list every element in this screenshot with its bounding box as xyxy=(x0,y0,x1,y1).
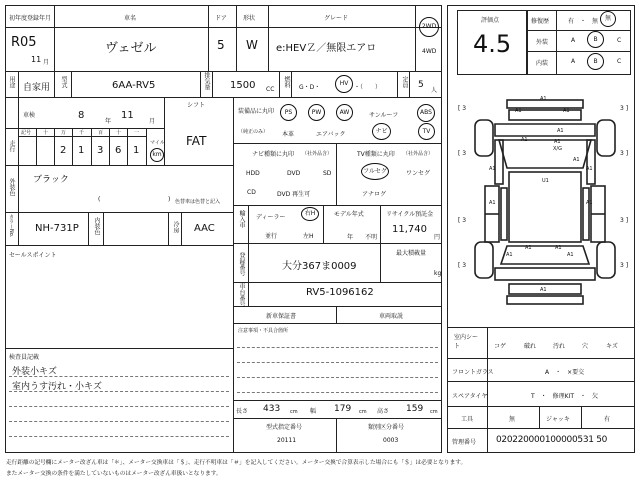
model-label: 型式 xyxy=(60,76,67,88)
mileage-digit-100: 3 xyxy=(97,145,104,156)
equipment-label: 装備品に丸印 xyxy=(238,108,275,115)
tools-value: 無 xyxy=(509,416,516,423)
sheet-dirt: 汚れ xyxy=(553,343,566,350)
diagram-side-right: 3 ] xyxy=(620,105,629,112)
diagram-mark: A1 xyxy=(573,157,580,163)
mileage-col-1k: 千 xyxy=(79,130,85,136)
mileage-digit-1: 1 xyxy=(133,145,140,156)
grade-label: グレード xyxy=(324,15,349,22)
equip-navi-circled: ナビ xyxy=(372,123,391,140)
diagram-mark: A1 xyxy=(563,108,570,114)
exterior-paren-close: ) xyxy=(168,196,171,203)
car-name-value: ヴェゼル xyxy=(105,41,157,56)
import-parallel: 並行 xyxy=(265,233,278,240)
inspection-label: 車検 xyxy=(23,112,36,119)
mileage-col-10: 十 xyxy=(116,130,122,136)
use-label: 用途 xyxy=(8,76,15,88)
diagram-mark: A1 xyxy=(567,252,574,258)
diagram-side-right: 3 ] xyxy=(620,217,629,224)
shift-value: FAT xyxy=(186,134,207,148)
windshield-label: フロントガラス xyxy=(452,369,494,376)
recycle-label: リサイクル預託金 xyxy=(386,211,434,218)
import-dealer: ディーラー xyxy=(256,214,286,221)
mileage-unit-miles: マイル xyxy=(150,140,165,146)
equipment-sub-label: （純正のみ） xyxy=(238,129,269,135)
fuel-label: 燃料 xyxy=(283,76,290,88)
equip-aw-circled: AW xyxy=(336,104,353,121)
grade-value: e:HEVＺ／無限エアロ xyxy=(276,43,377,54)
navi-cd: CD xyxy=(247,189,256,196)
mgmt-number: 020220000100000531 50 xyxy=(496,435,608,445)
tools-label: 工具 xyxy=(461,416,474,423)
chassis-label: 車台番号 xyxy=(238,283,245,307)
mileage-digit-10: 6 xyxy=(115,145,122,156)
equip-abs-circled: ABS xyxy=(417,104,435,122)
diagram-mark: A1 xyxy=(586,200,593,206)
length-unit: cm xyxy=(290,409,298,415)
model-year-unit: 年 xyxy=(347,234,354,241)
max-load-label: 最大積載量 xyxy=(396,250,427,257)
inspection-year: 8 xyxy=(78,110,85,121)
navi-title-note: （社外品含） xyxy=(302,151,333,157)
tv-oneseg: ワンセグ xyxy=(406,170,431,177)
height-value: 159 xyxy=(406,404,424,414)
shape-label: 形状 xyxy=(243,15,256,22)
chassis-value: RV5-1096162 xyxy=(306,287,374,298)
diagram-mark: A1 xyxy=(506,252,513,258)
mgmt-label: 管理番号 xyxy=(452,439,477,446)
equip-airbag: エアバック xyxy=(316,131,346,138)
inspector-line-1: 外装小キズ xyxy=(12,367,57,377)
navi-dvd: DVD xyxy=(287,170,301,177)
sheet-scratch: キズ xyxy=(606,343,618,350)
width-label: 幅 xyxy=(310,408,317,415)
interior-grade-b-circled: B xyxy=(587,53,604,70)
capacity-label: 定員 xyxy=(401,76,408,88)
length-value: 433 xyxy=(263,404,281,414)
equip-ps-circled: PS xyxy=(280,104,297,121)
interior-grade-c: C xyxy=(617,58,622,65)
diagram-mark: A1 xyxy=(489,200,496,206)
spare-options: T ・ 修理KIT ・ 欠 xyxy=(531,393,599,400)
model-value: 6AA-RV5 xyxy=(112,80,156,91)
inspector-line-2: 室内うす汚れ・小キズ xyxy=(12,382,102,392)
reg-year-label: 初年度登録年月 xyxy=(9,15,52,22)
reg-month-value: 11 xyxy=(31,55,42,64)
reg-month-unit: 月 xyxy=(43,59,50,66)
door-value: 5 xyxy=(217,38,225,52)
import-left-hand: 左H xyxy=(303,233,314,240)
mileage-label: 走行 xyxy=(8,140,15,152)
aircon-value: AAC xyxy=(194,223,215,234)
equip-tv-circled: TV xyxy=(418,123,435,140)
diagram-mark: A1 xyxy=(540,96,547,102)
navi-hdd: HDD xyxy=(246,170,260,177)
tv-title: TV種類に丸印 xyxy=(357,151,395,158)
drive-4wd: 4WD xyxy=(422,48,437,55)
diagram-side-right: 3 ] xyxy=(620,150,629,157)
navi-sd: SD xyxy=(323,170,332,177)
mileage-col-100k: 十 xyxy=(43,130,49,136)
class-value: 0003 xyxy=(383,437,399,444)
diagram-side-left: [ 3 xyxy=(458,150,467,157)
model-year-unknown: 不明 xyxy=(365,234,378,241)
sales-point-label: セールスポイント xyxy=(9,252,57,259)
interior-grade-label: 内装 xyxy=(536,60,549,67)
registration-label: 登録番号 xyxy=(238,252,245,276)
tv-fullseg-circled: フルセグ xyxy=(361,163,389,180)
diagram-mark: A1 xyxy=(540,287,547,293)
tv-title-note: （社外品含） xyxy=(403,151,434,157)
diagram-mark: A1 xyxy=(557,128,564,134)
equip-pw-circled: PW xyxy=(308,104,325,121)
windshield-options: A ・ ×要交 xyxy=(545,369,585,376)
shape-value: W xyxy=(246,38,258,52)
color-code-label: カラーNo. xyxy=(8,214,14,238)
equip-leather: 本革 xyxy=(282,131,295,138)
import-label: 輸入車 xyxy=(238,210,245,228)
diagram-mark: A1 xyxy=(555,245,562,251)
fuel-other: ・（ ） xyxy=(354,84,382,91)
diagram-mark: A1 xyxy=(554,139,561,145)
designation-value: 20111 xyxy=(277,437,297,444)
jack-label: ジャッキ xyxy=(546,416,570,423)
spare-label: スペアタイヤ xyxy=(452,393,488,400)
interior-sheet-label: 室内シート xyxy=(454,334,479,350)
equip-sunroof: サンルーフ xyxy=(369,112,399,119)
diagram-side-left: [ 3 xyxy=(458,217,467,224)
exterior-grade-c: C xyxy=(617,37,622,44)
use-value: 自家用 xyxy=(23,83,51,93)
exterior-note: 色替車は色替と記入 xyxy=(175,199,221,205)
navi-dvd-play: DVD 再生可 xyxy=(277,191,311,198)
mileage-digit-10k: 2 xyxy=(60,145,67,156)
capacity-unit: 人 xyxy=(431,87,438,94)
diagram-mark: X/G xyxy=(553,146,562,152)
notes-label: 注意事項・不具合箇所 xyxy=(238,328,289,334)
displacement-label: 排気量 xyxy=(203,72,210,90)
width-unit: cm xyxy=(359,409,367,415)
import-right-hand-circled: 右H xyxy=(301,207,319,221)
inspector-label: 検査員記載 xyxy=(9,354,40,361)
exterior-paren-open: ( xyxy=(98,196,101,203)
shift-label: シフト xyxy=(187,102,206,109)
diagram-mark: A1 xyxy=(521,137,528,143)
mileage-col-100: 百 xyxy=(98,130,104,136)
footer-note-1: 走行距離の記号欄にメーター改ざん車は「＊」、メーター交換車は「＄」、走行不明車は「＃」を記入してください。メーター交換で合算表示した場合にも「＄」は必要となります。 xyxy=(6,460,467,466)
length-label: 長さ xyxy=(236,408,249,415)
inspection-month-unit: 月 xyxy=(149,118,156,125)
repair-none-circled: 無 xyxy=(600,11,616,27)
diagram-mark: A1 xyxy=(515,108,522,114)
jack-value: 有 xyxy=(604,416,611,423)
diagram-mark: A1 xyxy=(489,166,496,172)
manual-doc: 車両取説 xyxy=(379,313,404,320)
inspection-year-unit: 年 xyxy=(105,118,112,125)
designation-label: 型式指定番号 xyxy=(266,424,303,431)
height-unit: cm xyxy=(430,409,438,415)
navi-title: ナビ種類に丸印 xyxy=(252,151,295,158)
recycle-value: 11,740 xyxy=(392,224,427,235)
reg-year-value: R05 xyxy=(11,35,37,50)
mileage-digit-1k: 1 xyxy=(78,145,85,156)
capacity-value: 5 xyxy=(418,80,424,90)
model-year-label: モデル年式 xyxy=(334,211,364,218)
width-value: 179 xyxy=(334,404,352,414)
diagram-side-right: 3 ] xyxy=(620,262,629,269)
fuel-options: G・D・ xyxy=(299,84,321,91)
score-value: 4.5 xyxy=(473,30,512,58)
footer-note-2: またメーター交換の条件を満たしていないものはメーター改ざん車扱いとなります。 xyxy=(6,471,222,477)
exterior-value: ブラック xyxy=(33,175,69,185)
max-load-unit: kg xyxy=(434,270,442,277)
warranty-doc: 新車保証書 xyxy=(266,313,297,320)
exterior-grade-a: A xyxy=(571,37,576,44)
score-label: 評価点 xyxy=(481,17,500,24)
sheet-hole: 穴 xyxy=(582,343,589,350)
displacement-unit: CC xyxy=(266,86,275,93)
interior-color-label: 内装色 xyxy=(93,217,100,235)
registration-value: 大分367ま0009 xyxy=(282,261,357,272)
sheet-burn: コゲ xyxy=(494,343,507,350)
height-label: 高さ xyxy=(377,408,390,415)
car-name-label: 車名 xyxy=(124,15,137,22)
tv-analog: アナログ xyxy=(362,191,387,198)
drive-2wd-circled: 2WD xyxy=(419,17,439,37)
mileage-col-1: 一 xyxy=(134,130,140,136)
repair-label: 修復歴 xyxy=(531,18,550,25)
recycle-unit: 円 xyxy=(434,234,441,241)
displacement-value: 1500 xyxy=(230,80,256,91)
door-label: ドア xyxy=(215,15,227,22)
sheet-tear: 破れ xyxy=(524,343,537,350)
mileage-col-symbol: 記号 xyxy=(21,130,32,136)
aircon-label: 冷房 xyxy=(172,221,179,233)
mileage-col-10k: 万 xyxy=(61,130,67,136)
interior-grade-a: A xyxy=(571,58,576,65)
repair-options: 有 ・ 無 xyxy=(568,18,599,25)
color-code-value: NH-731P xyxy=(35,223,79,234)
fuel-hv-circled: HV xyxy=(335,75,353,93)
class-label: 類別区分番号 xyxy=(368,424,405,431)
mileage-unit-km-circled: km xyxy=(150,148,164,162)
exterior-label: 外装色 xyxy=(8,178,15,196)
diagram-mark: A1 xyxy=(525,245,532,251)
exterior-grade-b-circled: B xyxy=(587,31,604,48)
diagram-mark: U1 xyxy=(542,178,549,184)
inspection-month: 11 xyxy=(121,110,134,121)
exterior-grade-label: 外装 xyxy=(536,39,549,46)
diagram-side-left: [ 3 xyxy=(458,262,467,269)
diagram-mark: A1 xyxy=(586,166,593,172)
diagram-side-left: [ 3 xyxy=(458,105,467,112)
